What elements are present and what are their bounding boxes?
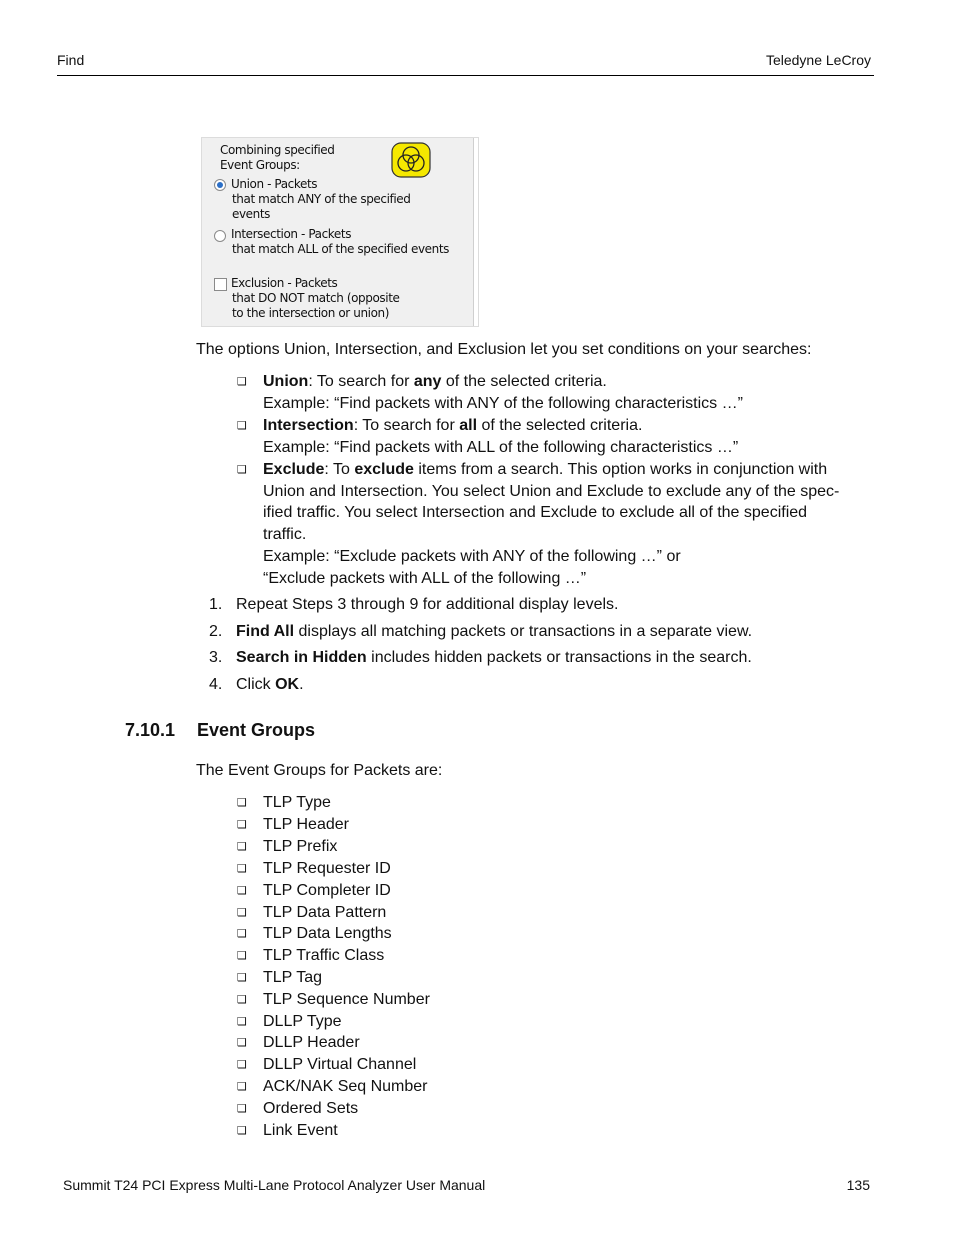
list-item: TLP Requester ID <box>263 860 391 877</box>
step-number: 4. <box>209 676 223 693</box>
bullet-icon: ❑ <box>237 1059 247 1071</box>
union-radio[interactable] <box>214 179 226 191</box>
bullet-icon: ❑ <box>237 863 247 875</box>
section-number: 7.10.1 <box>125 720 176 740</box>
option-exclude-line3: ified traffic. You select Intersection and Exclude to exclude all of the specified <box>263 504 808 521</box>
panel-edge <box>473 138 478 326</box>
bullet-icon: ❑ <box>237 950 247 962</box>
exclusion-checkbox[interactable] <box>214 278 227 291</box>
option-exclude-example1: Example: “Exclude packets with ANY of the following …” or <box>263 548 681 565</box>
bullet-icon: ❑ <box>237 420 247 432</box>
option-exclude-example2: “Exclude packets with ALL of the following …” <box>263 570 587 587</box>
header-company: Teledyne LeCroy <box>765 52 871 68</box>
list-item: TLP Data Lengths <box>263 925 392 942</box>
list-item: TLP Completer ID <box>263 882 391 899</box>
list-item: Link Event <box>263 1122 338 1139</box>
header-section-title: Find <box>57 52 85 68</box>
panel-heading-line2: Event Groups: <box>220 158 300 172</box>
list-item: DLLP Virtual Channel <box>263 1056 417 1073</box>
bullet-icon: ❑ <box>237 1016 247 1028</box>
bullet-icon: ❑ <box>237 928 247 940</box>
list-item: TLP Sequence Number <box>263 991 430 1008</box>
option-exclude-line4: traffic. <box>263 526 307 543</box>
step-item: Find All displays all matching packets or transactions in a separate view. <box>236 623 753 640</box>
section-heading <box>125 720 315 741</box>
option-union: Union: To search for any of the selected criteria. <box>263 373 607 390</box>
section-title: Event Groups <box>197 720 316 740</box>
intersection-label: Intersection - Packets <box>231 227 352 241</box>
exclusion-label: Exclusion - Packets <box>231 276 338 290</box>
panel-heading-line1: Combining specified <box>220 143 335 157</box>
bullet-icon: ❑ <box>237 994 247 1006</box>
list-item: DLLP Header <box>263 1034 360 1051</box>
bullet-icon: ❑ <box>237 885 247 897</box>
exclusion-desc-line2: to the intersection or union) <box>232 306 390 320</box>
options-intro: The options Union, Intersection, and Exclusion let you set conditions on your searches: <box>196 341 812 358</box>
groups-intro: The Event Groups for Packets are: <box>196 762 443 779</box>
combining-event-groups-panel <box>201 137 479 327</box>
option-union-example: Example: “Find packets with ANY of the following characteristics …” <box>263 395 743 412</box>
option-intersection-example: Example: “Find packets with ALL of the following characteristics …” <box>263 439 739 456</box>
list-item: TLP Tag <box>263 969 323 986</box>
list-item: DLLP Type <box>263 1013 342 1030</box>
bullet-icon: ❑ <box>237 1081 247 1093</box>
step-number: 2. <box>209 623 223 640</box>
page-number: 135 <box>846 1177 870 1193</box>
option-exclude: Exclude: To exclude items from a search. This option works in conjunction with <box>263 461 828 478</box>
intersection-desc: that match ALL of the specified events <box>232 242 450 256</box>
list-item: TLP Data Pattern <box>263 904 387 921</box>
list-item: TLP Traffic Class <box>263 947 385 964</box>
step-number: 3. <box>209 649 223 666</box>
union-label: Union - Packets <box>231 177 318 191</box>
step-item: Repeat Steps 3 through 9 for additional display levels. <box>236 596 619 613</box>
venn-diagram-icon <box>391 142 431 178</box>
step-item: Click OK. <box>236 676 304 693</box>
list-item: ACK/NAK Seq Number <box>263 1078 428 1095</box>
bullet-icon: ❑ <box>237 819 247 831</box>
list-item: Ordered Sets <box>263 1100 359 1117</box>
bullet-icon: ❑ <box>237 907 247 919</box>
intersection-radio[interactable] <box>214 230 226 242</box>
option-exclude-line2: Union and Intersection. You select Union and Exclude to exclude any of the spec- <box>263 483 840 500</box>
step-item: Search in Hidden includes hidden packets or transactions in the search. <box>236 649 752 666</box>
step-number: 1. <box>209 596 223 613</box>
list-item: TLP Type <box>263 794 331 811</box>
footer-manual-title: Summit T24 PCI Express Multi-Lane Protocol Analyzer User Manual <box>63 1177 486 1193</box>
bullet-icon: ❑ <box>237 376 247 388</box>
bullet-icon: ❑ <box>237 1125 247 1137</box>
option-intersection: Intersection: To search for all of the selected criteria. <box>263 417 643 434</box>
bullet-icon: ❑ <box>237 1103 247 1115</box>
exclusion-desc-line1: that DO NOT match (opposite <box>232 291 400 305</box>
header-divider <box>57 75 874 76</box>
union-desc-line2: events <box>232 207 271 221</box>
bullet-icon: ❑ <box>237 797 247 809</box>
union-desc-line1: that match ANY of the specified <box>232 192 411 206</box>
bullet-icon: ❑ <box>237 1037 247 1049</box>
list-item: TLP Header <box>263 816 349 833</box>
bullet-icon: ❑ <box>237 972 247 984</box>
list-item: TLP Prefix <box>263 838 338 855</box>
bullet-icon: ❑ <box>237 841 247 853</box>
bullet-icon: ❑ <box>237 464 247 476</box>
